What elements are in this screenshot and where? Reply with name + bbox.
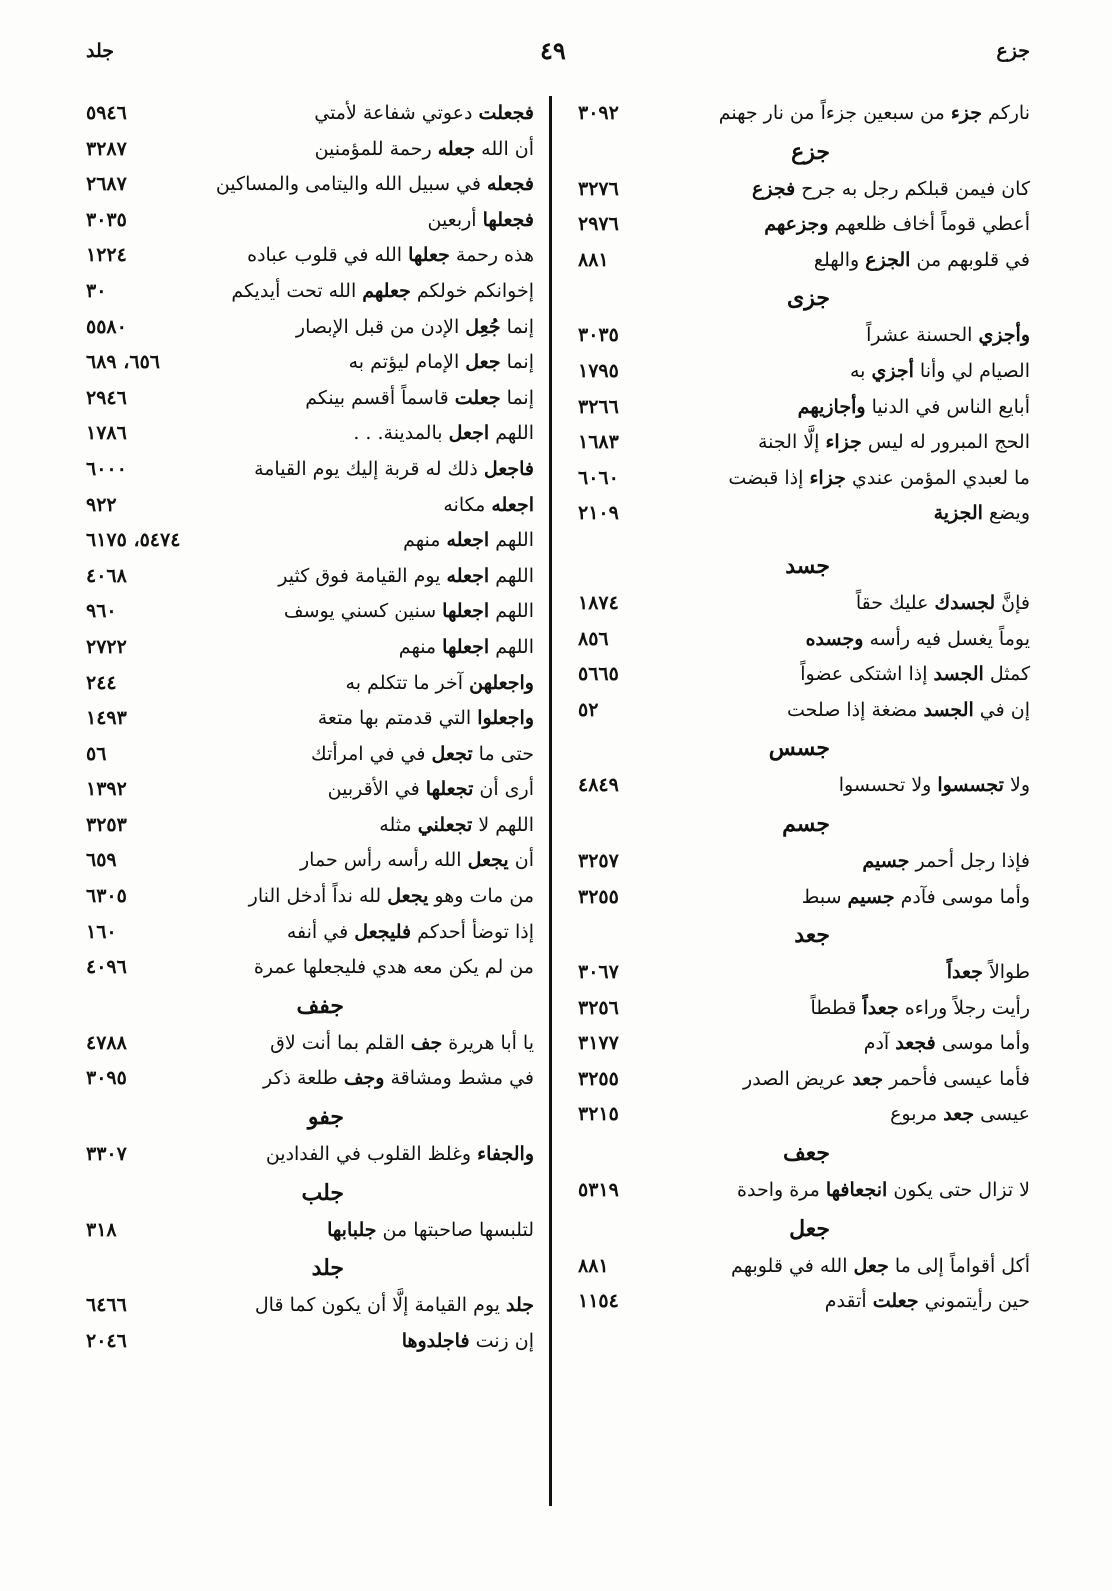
index-entry [570, 693, 1030, 729]
entry-phrase: اللهم اجعلها منهم [398, 635, 534, 658]
entry-phrase: يا أبا هريرة جف القلم بما أنت لاق [270, 1031, 534, 1054]
entry-phrase: فأما عيسى فأحمر جعد عريض الصدر [743, 1067, 1030, 1090]
index-entry [570, 844, 1030, 880]
index-entry [570, 1249, 1030, 1285]
entry-keyword: اجعله [446, 529, 490, 552]
entry-phrase: اللهم اجعل بالمدينة. . . [353, 422, 534, 445]
entry-phrase: جلد يوم القيامة إلَّا أن يكون كما قال [254, 1294, 534, 1317]
entry-reference: ٣٢٧٦ [578, 177, 619, 200]
index-entry [570, 96, 1030, 132]
entry-keyword: جُعِل [465, 315, 501, 338]
index-entry [62, 310, 534, 346]
entry-phrase: في قلوبهم من الجزع والهلع [813, 248, 1030, 271]
entry-reference: ٥٤٧٤، ٦١٧٥ [86, 529, 181, 552]
heading-root: جلد [311, 1255, 344, 1282]
entry-keyword: فاجلدوها [401, 1329, 470, 1352]
index-entry [570, 657, 1030, 693]
entry-reference: ٢٤٤ [86, 671, 117, 694]
entry-keyword: انجعافها [825, 1179, 888, 1202]
index-entry [570, 586, 1030, 622]
index-entry [62, 1213, 534, 1249]
index-entry [62, 416, 534, 452]
right-column [570, 96, 1030, 1320]
entry-phrase: لا تزال حتى يكون انجعافها مرة واحدة [737, 1179, 1030, 1202]
index-entry [62, 167, 534, 203]
entry-keyword: تجعل [431, 742, 473, 765]
entry-keyword: اجعله [491, 493, 534, 516]
column-divider [549, 96, 552, 1506]
index-entry [570, 318, 1030, 354]
index-entry [62, 630, 534, 666]
index-entry [570, 172, 1030, 208]
index-entry [62, 274, 534, 310]
entry-reference: ٣٠ [86, 279, 107, 302]
entry-keyword: جزاء [809, 466, 846, 489]
entry-keyword: فجعلها [482, 208, 534, 231]
index-entry [570, 354, 1030, 390]
entry-phrase: إن زنت فاجلدوها [401, 1329, 534, 1352]
entry-reference: ٣٢٥٣ [86, 813, 127, 836]
entry-keyword: جف [410, 1031, 443, 1054]
entry-keyword: جعد [852, 1067, 884, 1090]
entry-phrase: وأما موسى فجعد آدم [863, 1032, 1030, 1055]
entry-keyword: جعلت [454, 386, 501, 409]
entry-keyword: جسيم [862, 849, 910, 872]
entry-phrase: في مشط ومشاقة وجف طلعة ذكر [263, 1067, 534, 1090]
entry-keyword: جسيم [847, 885, 895, 908]
entry-reference: ١١٥٤ [578, 1290, 619, 1313]
entry-phrase: أبايع الناس في الدنيا وأجازيهم [797, 395, 1030, 418]
entry-keyword: وأجزي [978, 324, 1030, 347]
entry-phrase: وأجزي الحسنة عشراً [866, 324, 1030, 347]
index-entry [62, 345, 534, 381]
entry-reference: ٦٠٠٠ [86, 457, 127, 480]
page-number: ٤٩ [540, 36, 566, 65]
entry-keyword: جلد [505, 1294, 534, 1317]
section-heading [570, 278, 1030, 318]
entry-reference: ٥٢ [578, 698, 599, 721]
entry-keyword: فجعله [487, 173, 534, 196]
entry-keyword: فليجعل [354, 920, 412, 943]
entry-phrase: من لم يكن معه هدي فليجعلها عمرة [253, 956, 534, 979]
entry-keyword: وجسده [805, 627, 864, 650]
entry-reference: ٣٢٥٥ [578, 885, 619, 908]
entry-phrase: إنما جُعِل الإدن من قبل الإبصار [295, 315, 534, 338]
heading-root: جفو [307, 1104, 344, 1131]
entry-reference: ٢٠٤٦ [86, 1329, 127, 1352]
entry-reference: ٦٠٦٠ [578, 466, 619, 489]
index-entry [62, 950, 534, 986]
index-entry [62, 879, 534, 915]
entry-phrase: أرى أن تجعلها في الأقربين [327, 778, 534, 801]
entry-reference: ٣٣٠٧ [86, 1143, 127, 1166]
entry-reference: ٣٠٩٥ [86, 1067, 127, 1090]
section-heading [570, 728, 1030, 768]
entry-keyword: الجزية [933, 502, 983, 525]
section-heading [62, 1248, 534, 1288]
entry-reference: ٥٦٦٥ [578, 663, 619, 686]
entry-phrase: اللهم اجعله منهم [403, 529, 534, 552]
entry-reference: ٣٢٦٦ [578, 395, 619, 418]
entry-phrase: إن في الجسد مضغة إذا صلحت [787, 698, 1030, 721]
index-entry [570, 991, 1030, 1027]
entry-reference: ٦٤٦٦ [86, 1294, 127, 1317]
index-entry [62, 1137, 534, 1173]
header-right-keyword: جزع [996, 40, 1030, 62]
heading-root: جسم [782, 810, 830, 837]
entry-phrase: فإذا رجل أحمر جسيم [862, 849, 1030, 872]
entry-reference: ٦٥٩ [86, 849, 117, 872]
index-entry [62, 1324, 534, 1360]
entry-reference: ٣١٧٧ [578, 1032, 619, 1055]
entry-reference: ٨٥٦ [578, 627, 609, 650]
entry-phrase: ولا تجسسوا ولا تحسسوا [838, 774, 1030, 797]
index-entry [570, 496, 1030, 532]
entry-keyword: فجزع [752, 177, 796, 200]
spacer [570, 532, 1030, 546]
entry-reference: ٨٨١ [578, 248, 609, 271]
entry-phrase: أعطي قوماً أخاف ظلعهم وجزعهم [764, 213, 1030, 236]
entry-keyword: جعلت [872, 1290, 919, 1313]
entry-phrase: طوالاً جعداً [946, 961, 1030, 984]
entry-reference: ٤٧٨٨ [86, 1031, 127, 1054]
index-entry [62, 452, 534, 488]
entry-keyword: جعل [853, 1254, 889, 1277]
index-entry [62, 203, 534, 239]
heading-root: جعد [794, 922, 830, 949]
index-entry [570, 207, 1030, 243]
entry-phrase: ناركم جزء من سبعين جزءاً من نار جهنم [718, 102, 1030, 124]
section-heading [62, 1097, 534, 1137]
section-heading [570, 546, 1030, 586]
entry-reference: ١٧٩٥ [578, 359, 619, 382]
index-entry [62, 915, 534, 951]
index-entry [62, 559, 534, 595]
entry-reference: ٥٦ [86, 742, 107, 765]
entry-keyword: واجعلوا [477, 707, 534, 730]
entry-keyword: واجعلهن [469, 671, 534, 694]
entry-keyword: يجعل [387, 885, 429, 908]
entry-keyword: اجعل [448, 422, 490, 445]
index-entry [62, 523, 534, 559]
entry-reference: ٨٨١ [578, 1254, 609, 1277]
entry-phrase: أن الله جعله رحمة للمؤمنين [314, 137, 534, 160]
entry-phrase: ما لعبدي المؤمن عندي جزاء إذا قبضت [728, 466, 1030, 489]
entry-reference: ٣١٨ [86, 1218, 117, 1241]
entry-reference: ١٦٠ [86, 920, 117, 943]
entry-reference: ٣٢٨٧ [86, 137, 127, 160]
index-entry [62, 96, 534, 132]
entry-reference: ١٧٨٦ [86, 422, 127, 445]
index-entry [570, 1026, 1030, 1062]
index-entry [62, 1026, 534, 1062]
entry-phrase: رأيت رجلاً وراءه جعداً قططاً [810, 996, 1030, 1019]
entry-keyword: اجعله [446, 564, 490, 587]
heading-root: جسد [785, 552, 830, 579]
section-heading [62, 1173, 534, 1213]
entry-keyword: اجعلها [442, 600, 490, 623]
entry-phrase: فجعلت دعوتي شفاعة لأمتي [314, 102, 534, 124]
index-entry [62, 1061, 534, 1097]
index-entry [62, 1288, 534, 1324]
entry-phrase: يوماً يغسل فيه رأسه وجسده [805, 627, 1030, 650]
heading-root: جسس [768, 735, 830, 762]
entry-reference: ٤٠٩٦ [86, 956, 127, 979]
entry-keyword: جعداً [946, 961, 983, 984]
entry-phrase: حين رأيتموني جعلت أتقدم [824, 1290, 1030, 1313]
entry-keyword: جزاء [825, 431, 862, 454]
entry-phrase: إذا توضأ أحدكم فليجعل في أنفه [286, 920, 534, 943]
section-heading [570, 915, 1030, 955]
entry-keyword: جعداً [862, 996, 899, 1019]
entry-keyword: وأجازيهم [797, 395, 866, 418]
entry-phrase: أن يجعل الله رأسه رأس حمار [300, 849, 534, 872]
entry-reference: ٣٢٥٦ [578, 996, 619, 1019]
entry-keyword: جعلها [408, 244, 450, 267]
section-heading [62, 986, 534, 1026]
index-entry [570, 425, 1030, 461]
entry-keyword: فجعلت [478, 102, 534, 124]
entry-phrase: فجعله في سبيل الله واليتامى والمساكين [215, 173, 534, 196]
entry-reference: ٣٠٣٥ [86, 208, 127, 231]
entry-keyword: يجعل [467, 849, 509, 872]
heading-root: جعف [783, 1140, 830, 1167]
entry-phrase: لتلبسها صاحبتها من جلبابها [327, 1218, 534, 1241]
left-column [62, 96, 534, 1359]
section-heading [570, 1209, 1030, 1249]
entry-phrase: إخوانكم خولكم جعلهم الله تحت أيديكم [231, 279, 534, 302]
entry-phrase: فإنَّ لجسدك عليك حقاً [855, 591, 1030, 614]
index-entry [62, 772, 534, 808]
index-entry [570, 1062, 1030, 1098]
entry-keyword: الجزع [865, 248, 911, 271]
entry-phrase: واجعلهن آخر ما تتكلم به [345, 671, 534, 694]
entry-phrase: الصيام لي وأنا أجزي به [849, 359, 1030, 382]
entry-phrase: اجعله مكانه [443, 493, 534, 516]
entry-reference: ٥٩٤٦ [86, 102, 127, 124]
entry-keyword: جعله [437, 137, 476, 160]
entry-keyword: جلبابها [327, 1218, 377, 1241]
section-heading [570, 1133, 1030, 1173]
index-entry [570, 1173, 1030, 1209]
heading-root: جفف [296, 992, 344, 1019]
entry-reference: ٦٥٦، ٦٨٩ [86, 351, 160, 374]
entry-reference: ١٣٩٢ [86, 778, 127, 801]
section-heading [570, 132, 1030, 172]
index-entry [570, 622, 1030, 658]
entry-keyword: اجعلها [442, 635, 490, 658]
entry-reference: ٣٠٣٥ [578, 324, 619, 347]
entry-reference: ٥٥٨٠ [86, 315, 127, 338]
entry-phrase: فجعلها أربعين [427, 208, 534, 231]
section-heading [570, 804, 1030, 844]
entry-phrase: وأما موسى فآدم جسيم سبط [801, 885, 1030, 908]
entry-reference: ٣٢١٥ [578, 1103, 619, 1126]
index-entry [62, 238, 534, 274]
entry-phrase: اللهم اجعلها سنين كسني يوسف [283, 600, 534, 623]
entry-reference: ٤٨٤٩ [578, 774, 619, 797]
entry-keyword: جزء [950, 102, 983, 124]
entry-keyword: تجسسوا [937, 774, 1004, 797]
entry-phrase: كان فيمن قبلكم رجل به جرح فجزع [752, 177, 1030, 200]
entry-phrase: أكل أقواماً إلى ما جعل الله في قلوبهم [731, 1254, 1030, 1277]
header-left-keyword: جلد [86, 40, 115, 62]
entry-phrase: إنما جعلت قاسماً أقسم بينكم [305, 386, 534, 409]
entry-keyword: الجسد [923, 698, 974, 721]
entry-reference: ١٨٧٤ [578, 591, 619, 614]
entry-phrase: هذه رحمة جعلها الله في قلوب عباده [247, 244, 534, 267]
index-entry [570, 880, 1030, 916]
index-entry [570, 955, 1030, 991]
entry-phrase: واجعلوا التي قدمتم بها متعة [317, 707, 534, 730]
entry-keyword: أجزي [871, 359, 914, 382]
entry-reference: ٣٢٥٥ [578, 1067, 619, 1090]
index-entry [570, 390, 1030, 426]
entry-phrase: الحج المبرور له ليس جزاء إلَّا الجنة [757, 431, 1030, 454]
index-entry [570, 243, 1030, 279]
entry-keyword: الجسد [933, 663, 984, 686]
heading-root: جعل [789, 1215, 830, 1242]
index-entry [62, 132, 534, 168]
entry-keyword: لجسدك [934, 591, 996, 614]
entry-phrase: من مات وهو يجعل لله نداً أدخل النار [248, 885, 534, 908]
entry-reference: ٦٣٠٥ [86, 885, 127, 908]
index-entry [570, 461, 1030, 497]
entry-reference: ١٤٩٣ [86, 707, 127, 730]
entry-reference: ٥٣١٩ [578, 1179, 619, 1202]
page-header [70, 36, 1030, 80]
entry-keyword: تجعلها [425, 778, 474, 801]
entry-phrase: إنما جعل الإمام ليؤتم به [348, 351, 534, 374]
entry-reference: ٩٢٢ [86, 493, 117, 516]
entry-phrase: كمثل الجسد إذا اشتكى عضواً [800, 663, 1030, 686]
entry-phrase: اللهم اجعله يوم القيامة فوق كثير [278, 564, 534, 587]
entry-reference: ٩٦٠ [86, 600, 117, 623]
entry-keyword: فاجعل [483, 457, 534, 480]
index-entry [62, 701, 534, 737]
entry-reference: ٢٧٢٢ [86, 635, 127, 658]
index-entry [570, 1097, 1030, 1133]
entry-reference: ١٦٨٣ [578, 431, 619, 454]
entry-keyword: جعلهم [362, 279, 411, 302]
entry-reference: ٢١٠٩ [578, 502, 619, 525]
entry-phrase: اللهم لا تجعلني مثله [379, 813, 534, 836]
entry-keyword: تجعلني [417, 813, 473, 836]
heading-root: جلب [301, 1179, 344, 1206]
entry-phrase: حتى ما تجعل في في امرأتك [311, 742, 534, 765]
entry-reference: ٣٠٦٧ [578, 961, 619, 984]
index-entry [62, 666, 534, 702]
entry-reference: ١٢٢٤ [86, 244, 127, 267]
entry-reference: ٣٢٥٧ [578, 849, 619, 872]
entry-reference: ٣٠٩٢ [578, 102, 619, 124]
index-entry [62, 594, 534, 630]
entry-keyword: جعل [465, 351, 501, 374]
index-entry [570, 768, 1030, 804]
entry-keyword: فجعد [895, 1032, 936, 1055]
index-entry [62, 737, 534, 773]
heading-root: جزع [791, 138, 830, 165]
index-entry [62, 843, 534, 879]
index-entry [62, 381, 534, 417]
entry-phrase: والجفاء وغلظ القلوب في الفدادين [265, 1143, 534, 1166]
entry-reference: ٢٦٨٧ [86, 173, 127, 196]
entry-reference: ٤٠٦٨ [86, 564, 127, 587]
entry-phrase: فاجعل ذلك له قربة إليك يوم القيامة [254, 457, 534, 480]
entry-phrase: ويضع الجزية [933, 502, 1030, 525]
index-entry [62, 808, 534, 844]
heading-root: جزى [787, 285, 830, 312]
index-entry [570, 1284, 1030, 1320]
entry-reference: ٢٩٤٦ [86, 386, 127, 409]
entry-keyword: والجفاء [477, 1143, 534, 1166]
entry-phrase: عيسى جعد مربوع [890, 1103, 1030, 1126]
index-entry [62, 488, 534, 524]
entry-keyword: وجزعهم [764, 213, 829, 236]
entry-keyword: وجف [343, 1067, 385, 1090]
entry-reference: ٢٩٧٦ [578, 213, 619, 236]
entry-keyword: جعد [943, 1103, 975, 1126]
